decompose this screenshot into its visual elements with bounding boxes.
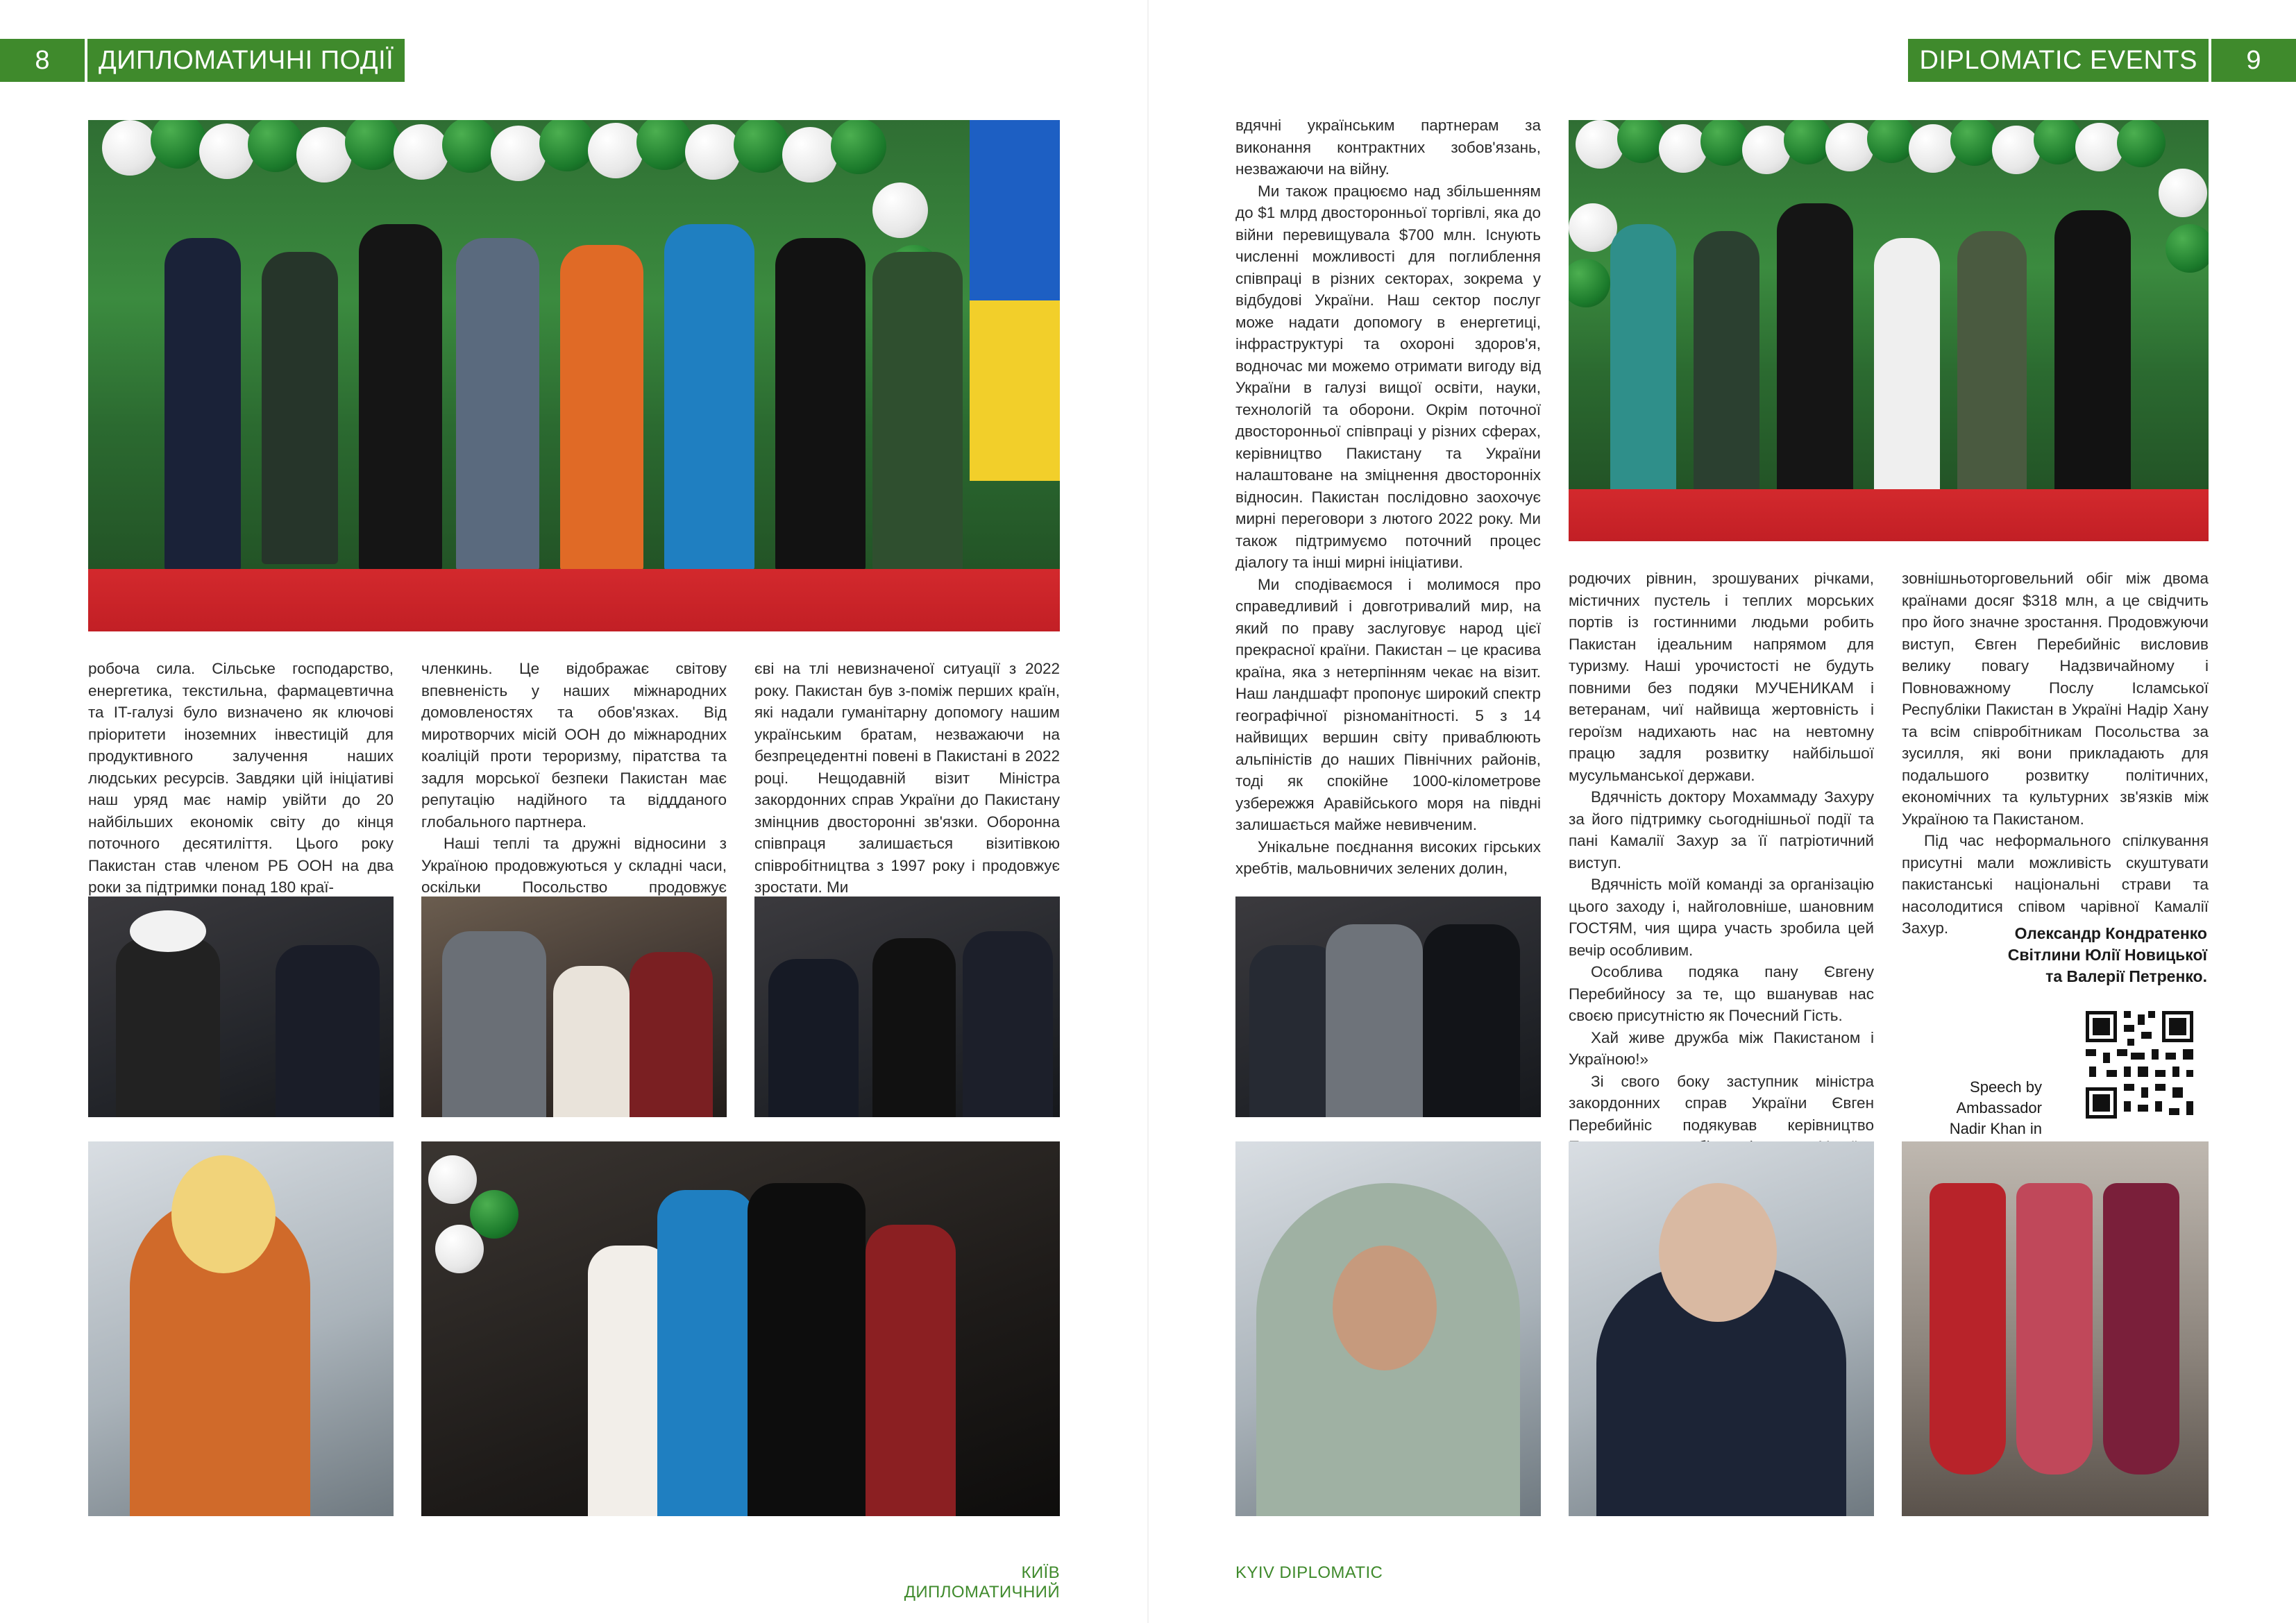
ukraine-flag-icon <box>970 120 1060 481</box>
photo-singer-performing <box>88 1141 394 1516</box>
paragraph: Під час неформального спілкування присутні мали можливість скуштувати пакистанські національні страви та насолодитися співом чарівної Камалії Захур. <box>1902 832 2209 937</box>
right-section-title: DIPLOMATIC EVENTS <box>1908 39 2209 82</box>
photo-guests-conversation-3 <box>754 897 1060 1117</box>
right-text-column-2 <box>1569 568 1874 1180</box>
paragraph: Зі свого боку заступник міністра закордонних справ України Євген Перебийніс подякував керівництво <box>1569 1072 1874 1134</box>
paragraph: Ми також працюємо над збільшенням до $1 млрд двосторонньої торгівлі, яка до війни перевищувала $700 млн. Існують численні можливості для поглиблення співпраці в різних секторах, зокрема у відбудові України. Наш сектор послуг може надати допомогу в енергетиці, інфраструктурі та охороні здоров'я, водночас ми можемо отримати вигоду від України в галузі вищої освіти, науки, технологій та оборони. Окрім поточної двосторонньої співпраці у різних сферах, керівництво Пакистану та України налаштоване на зміцнення двосторонніх відносин. Пакистан послідовно заохочує мирні переговори з лютого 2022 року. Ми також підтримуємо поточний процес діалогу та інші мирні ініціативи. <box>1235 182 1541 571</box>
credit-photos-1: Світлини Юлії Новицької <box>2007 946 2207 964</box>
left-text-column-2 <box>421 658 727 920</box>
paragraph: Хай живе дружба між Пакистаном і Україною!» <box>1569 1028 1874 1068</box>
right-text-column-3 <box>1902 568 2209 940</box>
left-page-footer: КИЇВ ДИПЛОМАТИЧНИЙ <box>904 1563 1060 1601</box>
left-page-header <box>0 39 405 82</box>
right-page-footer: KYIV DIPLOMATIC <box>1235 1563 1383 1582</box>
right-page-header <box>1908 39 2296 82</box>
left-text-column-3 <box>754 658 1060 899</box>
qr-code-icon[interactable] <box>2082 1008 2197 1122</box>
photo-guests-with-priest <box>421 1141 1060 1516</box>
credit-photos-2: та Валерії Петренко. <box>2045 967 2207 985</box>
paragraph: Унікальне поєднання високих гірських хребтів, мальовничих зелених долин, <box>1235 838 1541 877</box>
paragraph: членкинь. Це відображає світову впевненість у наших міжнародних домовленостях та обов'язках. Від миротворчих місій ООН до міжнародних коаліцій проти тероризму, піратства та задля морської безпеки Пакистан має репутацію надійного та віддданого глобального партнера. <box>421 660 727 831</box>
photo-group-reception-right <box>1569 120 2209 541</box>
photo-woman-with-glasses <box>1569 1141 1874 1516</box>
page-gutter <box>1147 0 1149 1623</box>
photo-group-reception-left <box>88 120 1060 631</box>
paragraph: родючих рівнин, зрошуваних річками, містичних пустель і теплих морських портів із гостинними людьми робить Пакистан ідеальним напрямом для туризму. Наші урочистості не будуть повними без подяки МУЧЕНИКАМ і ветеранам, чиї найвища жертовність і героїзм надихають нас на невтомну працю задля розвитку найбільшої мусульманської держави. <box>1569 570 1874 784</box>
left-page-number: 8 <box>0 39 85 82</box>
paragraph: Наші теплі та дружні відносини з Україною продовжуються у складні часи, оскільки Посольство продовжує <box>421 835 727 896</box>
right-page-number: 9 <box>2211 39 2296 82</box>
paragraph: робоча сила. Сільське господарство, енергетика, текстильна, фармацевтична та IT-галузі було визначено як ключові пріоритети іноземних інвестицій для продуктивного залучення наших людських ресурсів. Завдяки цій ініціативі наш уряд має намір увійти до 20 найбільших економік світу до кінця поточного десятиліття. Цього року Пакистан став членом РБ ООН на два роки за підтримки понад 180 краї- <box>88 660 394 896</box>
credit-author: Олександр Кондратенко <box>2014 924 2207 942</box>
article-credits <box>1916 923 2207 987</box>
paragraph: вдячні українським партнерам за виконання контрактних зобов'язань, незважаючи на війну. <box>1235 117 1541 178</box>
photo-guests-conversation-2 <box>421 897 727 1117</box>
photo-guest-in-scarf <box>1235 1141 1541 1516</box>
qr-caption: Speech by Ambassador Nadir Khan in <box>1949 1078 2042 1137</box>
paragraph: Вдячність моїй команді за організацію цього заходу і, найголовніше, шановним ГОСТЯМ, чия щира участь зробила цей вечір особливим. <box>1569 876 1874 959</box>
paragraph: Особлива подяка пану Євгену Перебийносу за те, що вшанував нас своєю присутністю як Почесний Гість. <box>1569 963 1874 1024</box>
paragraph: Ми сподіваємося і молимося про справедливий і довготривалий мир, на який по праву заслуговує народ цієї прекрасної країни. Пакистан – це красива країна, яка з нетерпінням чекає на візит. Наш ландшафт пропонує широкий спектр географічної різноманітності. 5 з 14 найвищих вершин світу приваблюють альпіністів до наших Північних районів, тоді як спокійне 1000-кілометрове узбережжя Аравійського моря на півдні залишається майже невивченим. <box>1235 575 1541 833</box>
paragraph: зовнішньоторговельний обіг між двома країнами досяг $318 млн, а це свідчить про його значне зростання. Продовжуючи виступ, Євген Перебийніс висловив велику повагу Надзвичайному і Повноважному Послу Ісламської Республіки Пакистан в Україні Надір Хану та всім співробітникам Посольства за зусилля, які вони прикладають для подальшого розвитку політичних, економічних та культурних зв'язків між Україною та Пакистаном. <box>1902 570 2209 828</box>
photo-national-dresses <box>1902 1141 2209 1516</box>
left-section-title: ДИПЛОМАТИЧНІ ПОДІЇ <box>87 39 405 82</box>
paragraph: єві на тлі невизначеної ситуації з 2022 року. Пакистан був з-поміж перших країн, які надали гуманітарну допомогу нашим українським братам, незважаючи на безпрецедентні повені в Пакистані в 2022 році. Нещодавній візит Міністра закордонних справ України до Пакистану змінцнив двосторонні зв'язки. Оборонна співпраця залишається візитівкою співробітництва з 1997 року і продовжує зростати. Ми <box>754 660 1060 896</box>
photo-guests-conversation-4 <box>1235 897 1541 1117</box>
right-text-column-1 <box>1235 114 1541 880</box>
photo-guests-conversation-1 <box>88 897 394 1117</box>
paragraph: Вдячність доктору Мохаммаду Захуру за його підтримку сьогоднішньої події та пані Камалії Захур за її патріотичний виступ. <box>1569 788 1874 872</box>
left-text-column-1 <box>88 658 394 899</box>
